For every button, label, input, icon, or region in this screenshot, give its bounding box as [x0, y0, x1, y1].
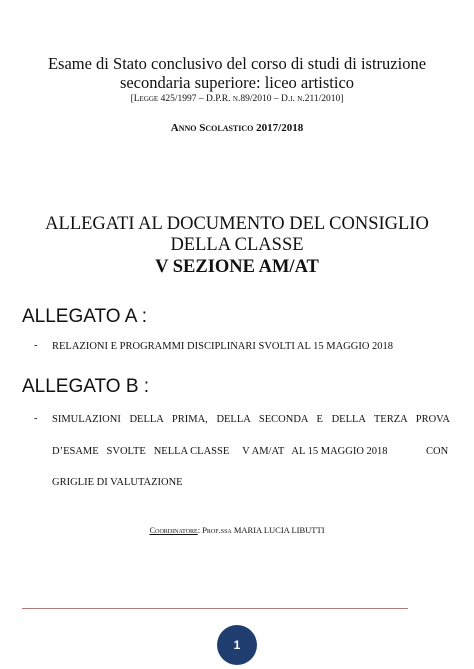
allegati-title-line-2: DELLA CLASSE — [170, 235, 304, 255]
allegato-b-heading: ALLEGATO B : — [22, 376, 150, 397]
coordinator-title: Prof.ssa — [202, 525, 234, 535]
allegato-b-item-line-2: D’ESAME SVOLTE NELLA CLASSE V AM/AT AL 15 MAGGIO 2018 — [52, 446, 388, 457]
allegati-title-block — [0, 214, 474, 279]
list-bullet: - — [34, 413, 38, 424]
header-line-1: Esame di Stato conclusivo del corso di studi di istruzione — [47, 54, 427, 73]
allegato-a-heading: ALLEGATO A : — [22, 306, 147, 327]
header-line-2: secondaria superiore: liceo artistico — [119, 73, 355, 92]
coordinator-name: MARIA LUCIA LIBUTTI — [233, 525, 325, 535]
allegati-title-line-1: ALLEGATI AL DOCUMENTO DEL CONSIGLIO — [45, 214, 429, 234]
allegato-b-item-line-1: SIMULAZIONI DELLA PRIMA, DELLA SECONDA E DELLA TERZA PROVA — [52, 414, 450, 425]
allegato-b-item-line-2-end: CON — [426, 446, 449, 457]
allegato-a-item: RELAZIONI E PROGRAMMI DISCIPLINARI SVOLTI AL 15 MAGGIO 2018 — [52, 341, 394, 352]
list-bullet: - — [34, 340, 38, 351]
coordinator-line — [0, 525, 474, 535]
allegato-b-item-line-3: GRIGLIE DI VALUTAZIONE — [52, 477, 183, 488]
coordinator-separator: : — [197, 525, 203, 535]
footer-divider — [22, 608, 408, 609]
coordinator-label: Coordinatore — [149, 525, 198, 535]
legal-reference: [Legge 425/1997 – D.P.R. n.89/2010 – D.i. n.211/2010] — [130, 94, 344, 104]
page-number-badge: 1 — [217, 625, 257, 665]
school-year: Anno Scolastico 2017/2018 — [170, 122, 304, 134]
class-section-title: V SEZIONE AM/AT — [155, 257, 319, 277]
document-header — [0, 54, 474, 106]
